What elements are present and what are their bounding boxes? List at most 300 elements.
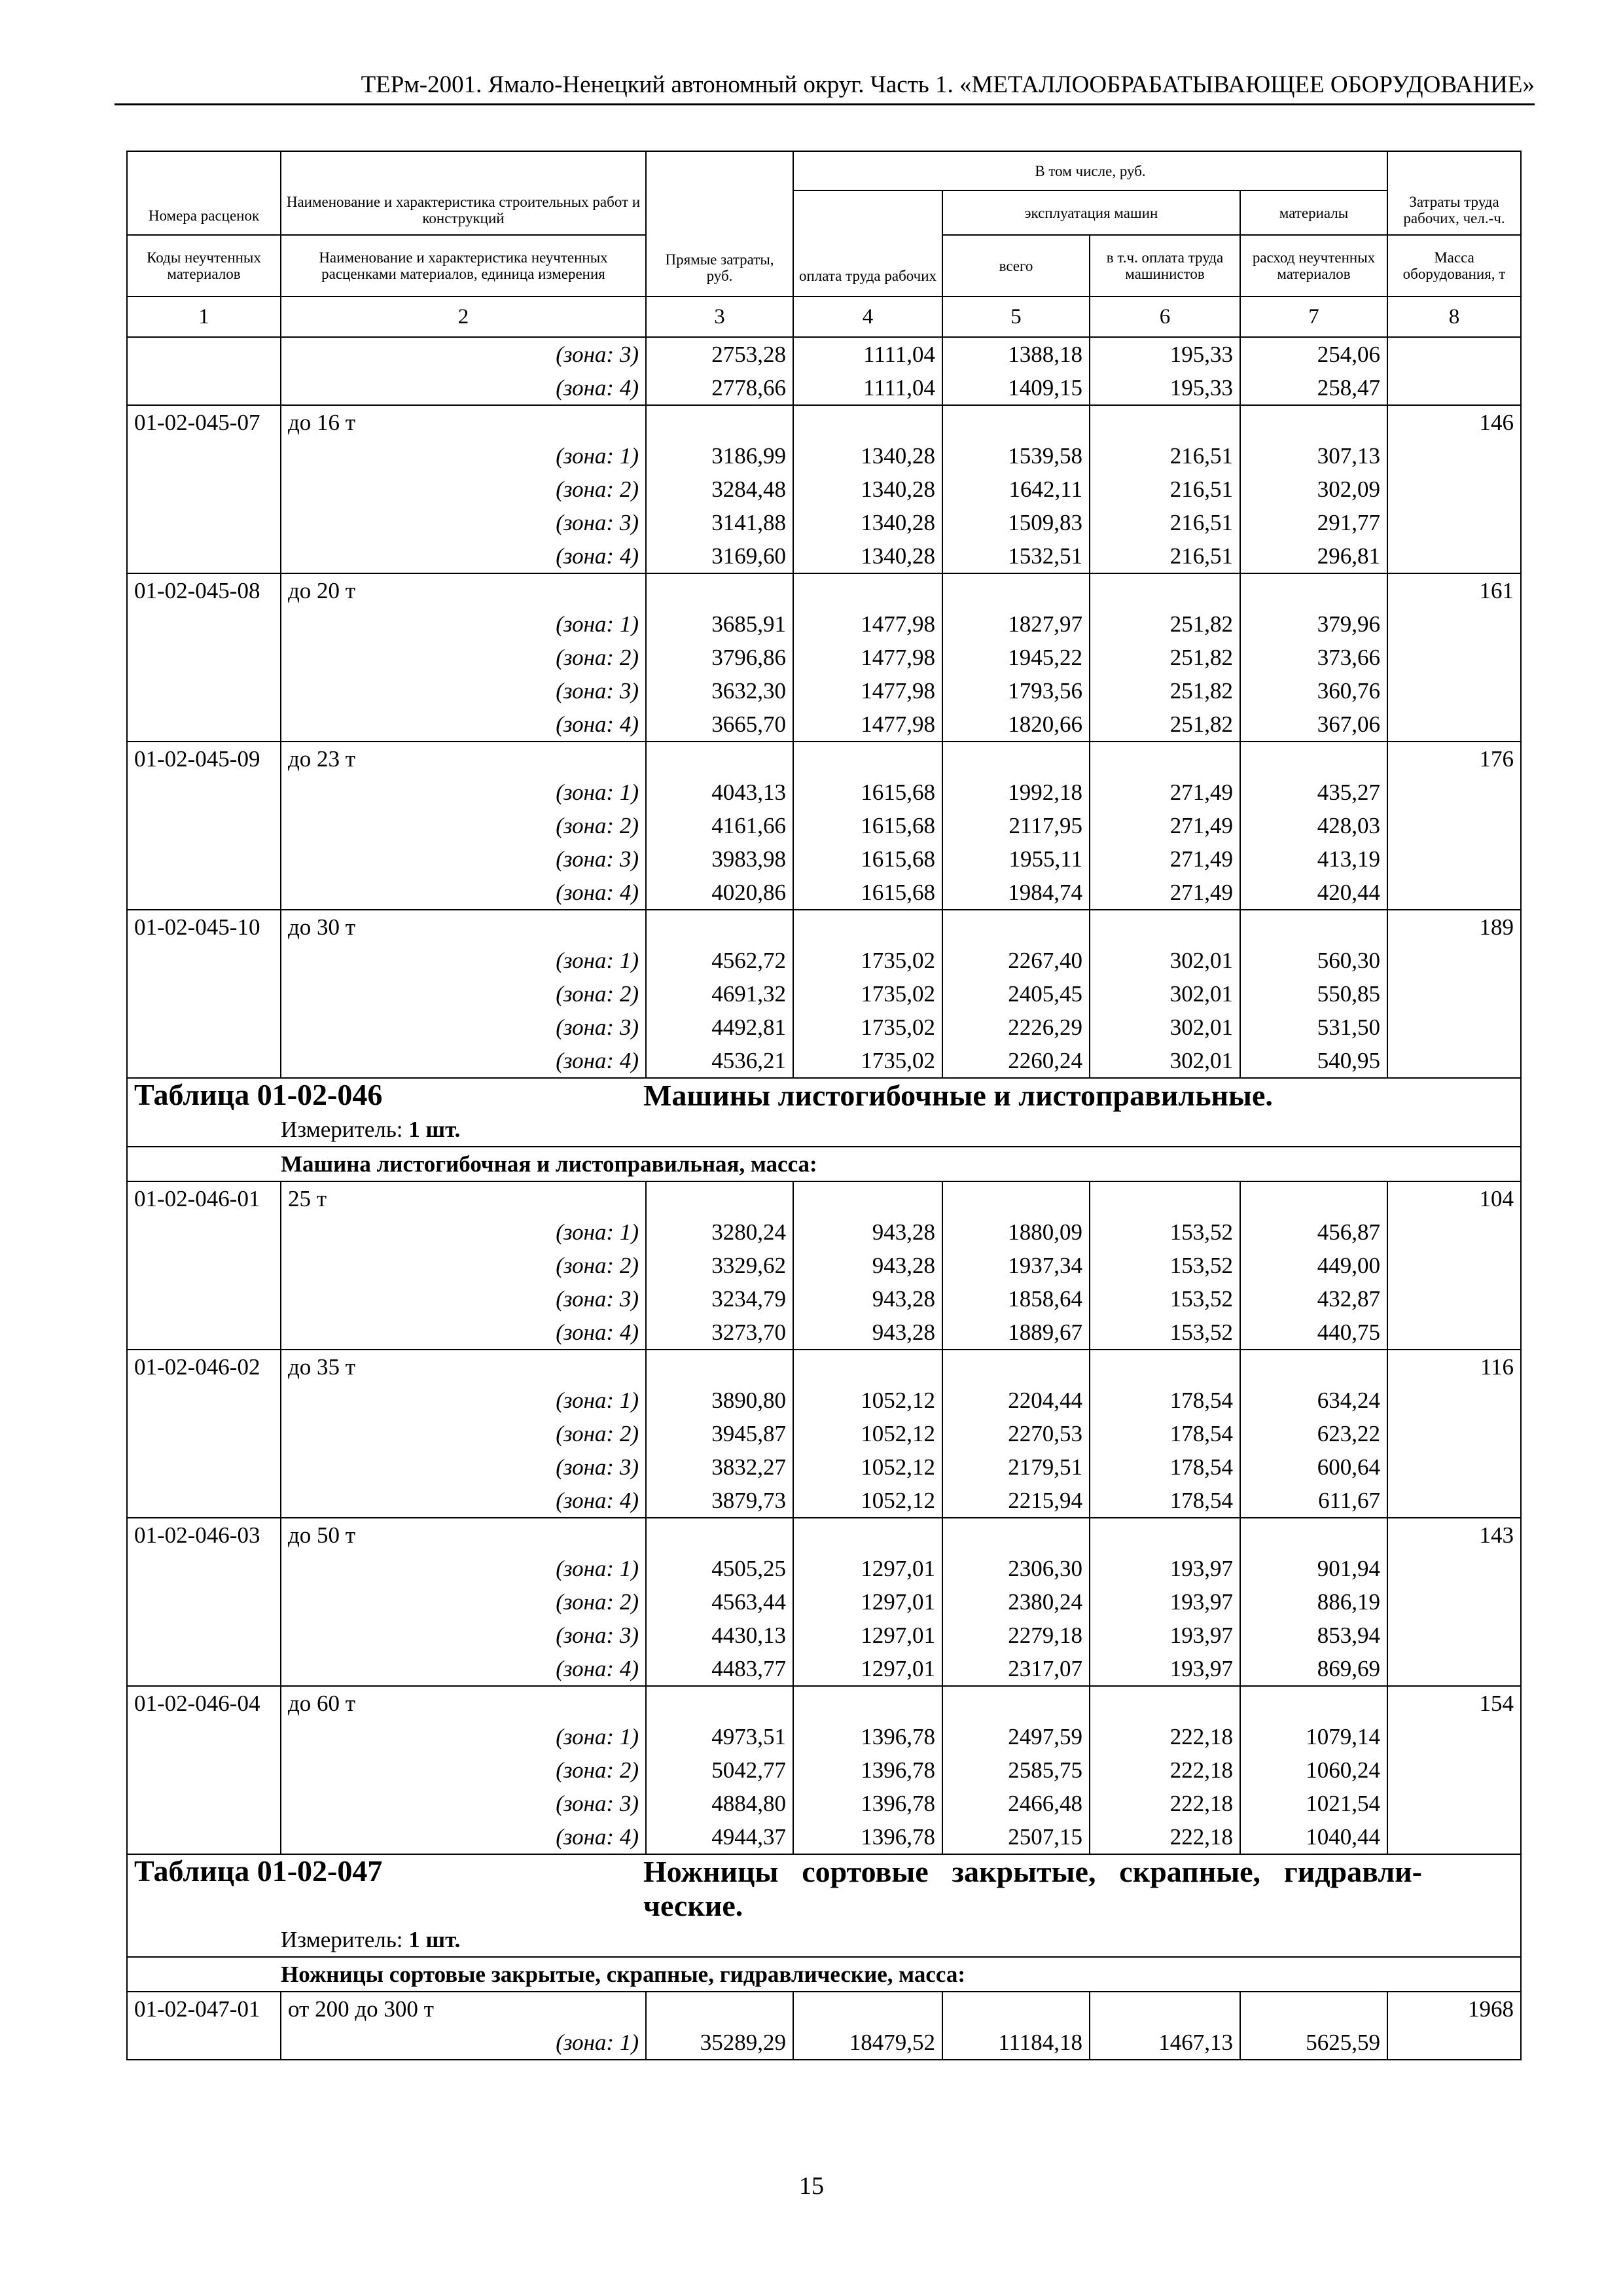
empty-cell <box>793 1350 942 1384</box>
wages-value: 18479,52 <box>793 2026 942 2060</box>
direct-costs-value: 2753,28 <box>646 337 793 371</box>
zone-row <box>127 1552 1521 1585</box>
empty-cell <box>793 742 942 776</box>
operator-wages-value: 193,97 <box>1090 1619 1240 1652</box>
operator-wages-value: 302,01 <box>1090 977 1240 1011</box>
empty-cell <box>942 1518 1090 1552</box>
labor-cell <box>1387 674 1521 708</box>
operator-wages-value: 178,54 <box>1090 1450 1240 1484</box>
empty-cell <box>1240 1992 1387 2026</box>
rate-code-cell <box>127 337 281 371</box>
materials-value: 307,13 <box>1240 439 1387 473</box>
direct-costs-value: 4043,13 <box>646 776 793 809</box>
wages-value: 1735,02 <box>793 1011 942 1044</box>
empty-cell <box>1090 1350 1240 1384</box>
materials-value: 296,81 <box>1240 539 1387 573</box>
zone-row <box>127 977 1521 1011</box>
machines-value: 2226,29 <box>942 1011 1090 1044</box>
rate-code: 01-02-047-01 <box>127 1992 281 2026</box>
rate-code-cell <box>127 1652 281 1686</box>
zone-label: (зона: 2) <box>281 809 646 842</box>
materials-value: 853,94 <box>1240 1619 1387 1652</box>
measure-label: Измеритель: <box>281 1926 403 1952</box>
rates-table <box>126 151 1522 2060</box>
col-number: 5 <box>942 296 1090 337</box>
rate-name: до 35 т <box>281 1350 646 1384</box>
labor-cell <box>1387 607 1521 641</box>
table-body-047-rows <box>127 1992 1521 2060</box>
materials-value: 379,96 <box>1240 607 1387 641</box>
direct-costs-value: 4563,44 <box>646 1585 793 1619</box>
wages-value: 1111,04 <box>793 371 942 405</box>
zone-label: (зона: 1) <box>281 776 646 809</box>
rate-code-cell <box>127 1552 281 1585</box>
zone-label: (зона: 3) <box>281 842 646 876</box>
col-number: 6 <box>1090 296 1240 337</box>
operator-wages-value: 302,01 <box>1090 944 1240 977</box>
zone-row <box>127 1044 1521 1078</box>
labor-cell <box>1387 1249 1521 1282</box>
zone-label: (зона: 3) <box>281 1450 646 1484</box>
labor-value: 116 <box>1387 1350 1521 1384</box>
machines-value: 1820,66 <box>942 708 1090 742</box>
rate-code-cell <box>127 1585 281 1619</box>
labor-cell <box>1387 337 1521 371</box>
labor-cell <box>1387 1417 1521 1450</box>
col-operator-wages: в т.ч. оплата труда машинистов <box>1090 235 1240 296</box>
direct-costs-value: 4884,80 <box>646 1787 793 1820</box>
empty-cell <box>646 742 793 776</box>
rate-code: 01-02-046-01 <box>127 1181 281 1215</box>
zone-label: (зона: 1) <box>281 1720 646 1753</box>
zone-row <box>127 607 1521 641</box>
operator-wages-value: 222,18 <box>1090 1820 1240 1854</box>
rate-code-cell <box>127 1720 281 1753</box>
machines-value: 2507,15 <box>942 1820 1090 1854</box>
direct-costs-value: 3890,80 <box>646 1384 793 1417</box>
operator-wages-value: 251,82 <box>1090 674 1240 708</box>
zone-label: (зона: 4) <box>281 708 646 742</box>
zone-row <box>127 473 1521 506</box>
zone-label: (зона: 4) <box>281 1316 646 1350</box>
wages-value: 943,28 <box>793 1282 942 1316</box>
zone-row <box>127 1215 1521 1249</box>
section-heading: Ножницы сортовые закрытые, скрапные, гидравлические, масса: <box>281 1962 966 1987</box>
materials-value: 420,44 <box>1240 876 1387 910</box>
empty-cell <box>942 742 1090 776</box>
rate-name: до 50 т <box>281 1518 646 1552</box>
zone-row <box>127 842 1521 876</box>
zone-label: (зона: 3) <box>281 674 646 708</box>
header-rule <box>115 103 1535 105</box>
rate-name: до 30 т <box>281 910 646 944</box>
operator-wages-value: 251,82 <box>1090 708 1240 742</box>
labor-cell <box>1387 1282 1521 1316</box>
machines-value: 1945,22 <box>942 641 1090 674</box>
direct-costs-value: 5042,77 <box>646 1753 793 1787</box>
empty-cell <box>1240 1686 1387 1720</box>
materials-value: 634,24 <box>1240 1384 1387 1417</box>
table-body-047 <box>127 1854 1521 1992</box>
machines-value: 2215,94 <box>942 1484 1090 1518</box>
zone-row <box>127 1787 1521 1820</box>
wages-value: 943,28 <box>793 1316 942 1350</box>
direct-costs-value: 3169,60 <box>646 539 793 573</box>
rate-name: до 23 т <box>281 742 646 776</box>
operator-wages-value: 153,52 <box>1090 1282 1240 1316</box>
empty-cell <box>1090 1181 1240 1215</box>
materials-value: 623,22 <box>1240 1417 1387 1450</box>
machines-value: 1858,64 <box>942 1282 1090 1316</box>
zone-row <box>127 1282 1521 1316</box>
materials-value: 1060,24 <box>1240 1753 1387 1787</box>
machines-value: 1984,74 <box>942 876 1090 910</box>
empty-cell <box>793 1181 942 1215</box>
zone-label: (зона: 4) <box>281 876 646 910</box>
wages-value: 1735,02 <box>793 977 942 1011</box>
zone-label: (зона: 1) <box>281 944 646 977</box>
col-number: 7 <box>1240 296 1387 337</box>
table-header <box>127 151 1521 337</box>
col-including: В том числе, руб. <box>793 151 1387 190</box>
direct-costs-value: 4492,81 <box>646 1011 793 1044</box>
materials-value: 540,95 <box>1240 1044 1387 1078</box>
direct-costs-value: 4020,86 <box>646 876 793 910</box>
wages-value: 1297,01 <box>793 1652 942 1686</box>
operator-wages-value: 1467,13 <box>1090 2026 1240 2060</box>
zone-label: (зона: 3) <box>281 1619 646 1652</box>
operator-wages-value: 271,49 <box>1090 876 1240 910</box>
machines-value: 2260,24 <box>942 1044 1090 1078</box>
labor-cell <box>1387 1316 1521 1350</box>
zone-row <box>127 809 1521 842</box>
operator-wages-value: 178,54 <box>1090 1417 1240 1450</box>
table-title-row <box>127 1854 1521 1923</box>
measure <box>281 1115 1514 1145</box>
zone-label: (зона: 4) <box>281 1820 646 1854</box>
machines-value: 11184,18 <box>942 2026 1090 2060</box>
empty-cell <box>942 1686 1090 1720</box>
operator-wages-value: 271,49 <box>1090 809 1240 842</box>
zone-label: (зона: 4) <box>281 1652 646 1686</box>
zone-label: (зона: 1) <box>281 607 646 641</box>
table-title-row <box>127 1078 1521 1113</box>
zone-label: (зона: 3) <box>281 1787 646 1820</box>
machines-value: 2466,48 <box>942 1787 1090 1820</box>
empty-cell <box>942 1350 1090 1384</box>
materials-value: 611,67 <box>1240 1484 1387 1518</box>
direct-costs-value: 3983,98 <box>646 842 793 876</box>
rate-code-cell <box>127 506 281 539</box>
zone-row <box>127 1450 1521 1484</box>
zone-row <box>127 1249 1521 1282</box>
direct-costs-value: 4430,13 <box>646 1619 793 1652</box>
rate-row <box>127 1350 1521 1384</box>
zone-label: (зона: 3) <box>281 337 646 371</box>
empty-cell <box>1240 742 1387 776</box>
direct-costs-value: 3284,48 <box>646 473 793 506</box>
zone-row <box>127 876 1521 910</box>
wages-value: 1615,68 <box>793 842 942 876</box>
labor-cell <box>1387 1820 1521 1854</box>
materials-value: 869,69 <box>1240 1652 1387 1686</box>
table-body-046-rows <box>127 1181 1521 1854</box>
labor-cell <box>1387 776 1521 809</box>
direct-costs-value: 3273,70 <box>646 1316 793 1350</box>
operator-wages-value: 222,18 <box>1090 1753 1240 1787</box>
empty-cell <box>942 1992 1090 2026</box>
rate-row <box>127 1992 1521 2026</box>
machines-value: 2204,44 <box>942 1384 1090 1417</box>
labor-cell <box>1387 1619 1521 1652</box>
zone-row <box>127 1820 1521 1854</box>
direct-costs-value: 3665,70 <box>646 708 793 742</box>
direct-costs-value: 3329,62 <box>646 1249 793 1282</box>
zone-label: (зона: 2) <box>281 1417 646 1450</box>
materials-value: 560,30 <box>1240 944 1387 977</box>
machines-value: 1992,18 <box>942 776 1090 809</box>
empty-cell <box>646 910 793 944</box>
machines-value: 2267,40 <box>942 944 1090 977</box>
rate-code-cell <box>127 1619 281 1652</box>
zone-label: (зона: 4) <box>281 371 646 405</box>
empty-cell <box>793 910 942 944</box>
operator-wages-value: 153,52 <box>1090 1249 1240 1282</box>
wages-value: 943,28 <box>793 1215 942 1249</box>
empty-cell <box>1240 1518 1387 1552</box>
materials-value: 435,27 <box>1240 776 1387 809</box>
labor-cell <box>1387 944 1521 977</box>
materials-value: 428,03 <box>1240 809 1387 842</box>
direct-costs-value: 3234,79 <box>646 1282 793 1316</box>
operator-wages-value: 222,18 <box>1090 1720 1240 1753</box>
col-work-name: Наименование и характеристика строительных работ и конструкций <box>281 151 646 235</box>
zone-row <box>127 539 1521 573</box>
measure-row <box>127 1923 1521 1957</box>
rate-code-cell <box>127 776 281 809</box>
labor-value: 143 <box>1387 1518 1521 1552</box>
zone-row <box>127 506 1521 539</box>
zone-label: (зона: 2) <box>281 1585 646 1619</box>
zone-label: (зона: 2) <box>281 977 646 1011</box>
rate-code-cell <box>127 977 281 1011</box>
zone-row <box>127 776 1521 809</box>
wages-value: 1396,78 <box>793 1753 942 1787</box>
empty-cell <box>1240 1350 1387 1384</box>
operator-wages-value: 195,33 <box>1090 337 1240 371</box>
rate-code-cell <box>127 1011 281 1044</box>
page-number: 15 <box>799 2172 824 2200</box>
labor-cell <box>1387 1215 1521 1249</box>
measure-value: 1 шт. <box>408 1116 461 1142</box>
zone-row <box>127 641 1521 674</box>
section-heading: Машина листогибочная и листоправильная, масса: <box>281 1151 817 1177</box>
wages-value: 1477,98 <box>793 674 942 708</box>
rate-code-cell <box>127 1787 281 1820</box>
zone-label: (зона: 1) <box>281 439 646 473</box>
rate-code-cell <box>127 473 281 506</box>
operator-wages-value: 302,01 <box>1090 1044 1240 1078</box>
zone-row <box>127 1316 1521 1350</box>
empty-cell <box>646 1992 793 2026</box>
materials-value: 291,77 <box>1240 506 1387 539</box>
machines-value: 1937,34 <box>942 1249 1090 1282</box>
wages-value: 1297,01 <box>793 1552 942 1585</box>
zone-row <box>127 1585 1521 1619</box>
labor-cell <box>1387 506 1521 539</box>
direct-costs-value: 4161,66 <box>646 809 793 842</box>
zone-row <box>127 1417 1521 1450</box>
empty-cell <box>1090 405 1240 439</box>
wages-value: 1735,02 <box>793 1044 942 1078</box>
materials-value: 456,87 <box>1240 1215 1387 1249</box>
wages-value: 1340,28 <box>793 506 942 539</box>
rate-row <box>127 573 1521 607</box>
col-machine-operation: эксплуатация машин <box>942 190 1240 235</box>
machines-value: 1642,11 <box>942 473 1090 506</box>
machines-value: 1880,09 <box>942 1215 1090 1249</box>
rate-code-cell <box>127 1450 281 1484</box>
rate-row <box>127 742 1521 776</box>
rate-code: 01-02-045-09 <box>127 742 281 776</box>
col-machines-total: всего <box>942 235 1090 296</box>
rate-name: до 20 т <box>281 573 646 607</box>
labor-cell <box>1387 1720 1521 1753</box>
materials-value: 5625,59 <box>1240 2026 1387 2060</box>
machines-value: 2179,51 <box>942 1450 1090 1484</box>
rate-name: 25 т <box>281 1181 646 1215</box>
section-heading-row <box>127 1957 1521 1992</box>
rate-row <box>127 910 1521 944</box>
rate-code-cell <box>127 1282 281 1316</box>
empty-cell <box>646 1518 793 1552</box>
machines-value: 1509,83 <box>942 506 1090 539</box>
direct-costs-value: 4973,51 <box>646 1720 793 1753</box>
wages-value: 1615,68 <box>793 809 942 842</box>
empty-cell <box>1240 573 1387 607</box>
machines-value: 2497,59 <box>942 1720 1090 1753</box>
col-material-codes: Коды неучтенных материалов <box>127 235 281 296</box>
zone-row <box>127 1753 1521 1787</box>
empty-cell <box>1240 405 1387 439</box>
machines-value: 2380,24 <box>942 1585 1090 1619</box>
rate-code-cell <box>127 674 281 708</box>
empty-cell <box>1240 1181 1387 1215</box>
zone-row <box>127 1484 1521 1518</box>
wages-value: 1477,98 <box>793 641 942 674</box>
empty-cell <box>793 1518 942 1552</box>
labor-cell <box>1387 371 1521 405</box>
labor-cell <box>1387 1384 1521 1417</box>
operator-wages-value: 216,51 <box>1090 506 1240 539</box>
direct-costs-value: 3832,27 <box>646 1450 793 1484</box>
measure <box>281 1925 1514 1955</box>
table-body-046 <box>127 1078 1521 1181</box>
wages-value: 1396,78 <box>793 1720 942 1753</box>
machines-value: 2279,18 <box>942 1619 1090 1652</box>
col-materials: материалы <box>1240 190 1387 235</box>
direct-costs-value: 4536,21 <box>646 1044 793 1078</box>
materials-value: 360,76 <box>1240 674 1387 708</box>
zone-label: (зона: 1) <box>281 1384 646 1417</box>
labor-cell <box>1387 641 1521 674</box>
labor-cell <box>1387 1484 1521 1518</box>
labor-value: 161 <box>1387 573 1521 607</box>
rate-row <box>127 1181 1521 1215</box>
labor-cell <box>1387 1552 1521 1585</box>
zone-label: (зона: 4) <box>281 1484 646 1518</box>
direct-costs-value: 2778,66 <box>646 371 793 405</box>
col-equipment-mass: Масса оборудования, т <box>1387 235 1521 296</box>
wages-value: 1396,78 <box>793 1787 942 1820</box>
materials-value: 302,09 <box>1240 473 1387 506</box>
zone-label: (зона: 3) <box>281 1011 646 1044</box>
zone-label: (зона: 4) <box>281 1044 646 1078</box>
machines-value: 1532,51 <box>942 539 1090 573</box>
empty-cell <box>942 1181 1090 1215</box>
rate-code-cell <box>127 1249 281 1282</box>
col-direct-costs: Прямые затраты, руб. <box>646 151 793 296</box>
table-title: Машины листогибочные и листоправильные. <box>643 1079 1273 1112</box>
materials-value: 1079,14 <box>1240 1720 1387 1753</box>
rate-code-cell <box>127 607 281 641</box>
rate-code: 01-02-046-03 <box>127 1518 281 1552</box>
operator-wages-value: 216,51 <box>1090 473 1240 506</box>
rate-code: 01-02-046-04 <box>127 1686 281 1720</box>
direct-costs-value: 4483,77 <box>646 1652 793 1686</box>
machines-value: 1955,11 <box>942 842 1090 876</box>
rate-code-cell <box>127 1417 281 1450</box>
operator-wages-value: 251,82 <box>1090 641 1240 674</box>
rate-name: от 200 до 300 т <box>281 1992 646 2026</box>
direct-costs-value: 3796,86 <box>646 641 793 674</box>
materials-value: 373,66 <box>1240 641 1387 674</box>
wages-value: 1111,04 <box>793 337 942 371</box>
direct-costs-value: 3879,73 <box>646 1484 793 1518</box>
rate-code-cell <box>127 1820 281 1854</box>
operator-wages-value: 222,18 <box>1090 1787 1240 1820</box>
rate-code-cell <box>127 1215 281 1249</box>
operator-wages-value: 271,49 <box>1090 842 1240 876</box>
machines-value: 2405,45 <box>942 977 1090 1011</box>
labor-cell <box>1387 809 1521 842</box>
col-number: 3 <box>646 296 793 337</box>
operator-wages-value: 178,54 <box>1090 1384 1240 1417</box>
machines-value: 1409,15 <box>942 371 1090 405</box>
rate-code: 01-02-046-02 <box>127 1350 281 1384</box>
col-wages: оплата труда рабочих <box>793 190 942 296</box>
materials-value: 258,47 <box>1240 371 1387 405</box>
labor-cell <box>1387 539 1521 573</box>
labor-value: 154 <box>1387 1686 1521 1720</box>
direct-costs-value: 3141,88 <box>646 506 793 539</box>
operator-wages-value: 153,52 <box>1090 1316 1240 1350</box>
zone-row <box>127 371 1521 405</box>
zone-label: (зона: 2) <box>281 641 646 674</box>
col-number: 2 <box>281 296 646 337</box>
zone-row <box>127 674 1521 708</box>
machines-value: 1889,67 <box>942 1316 1090 1350</box>
empty-cell <box>1090 910 1240 944</box>
wages-value: 1340,28 <box>793 539 942 573</box>
zone-row <box>127 337 1521 371</box>
zone-label: (зона: 2) <box>281 1249 646 1282</box>
zone-row <box>127 1652 1521 1686</box>
direct-costs-value: 35289,29 <box>646 2026 793 2060</box>
operator-wages-value: 178,54 <box>1090 1484 1240 1518</box>
materials-value: 886,19 <box>1240 1585 1387 1619</box>
labor-cell <box>1387 473 1521 506</box>
